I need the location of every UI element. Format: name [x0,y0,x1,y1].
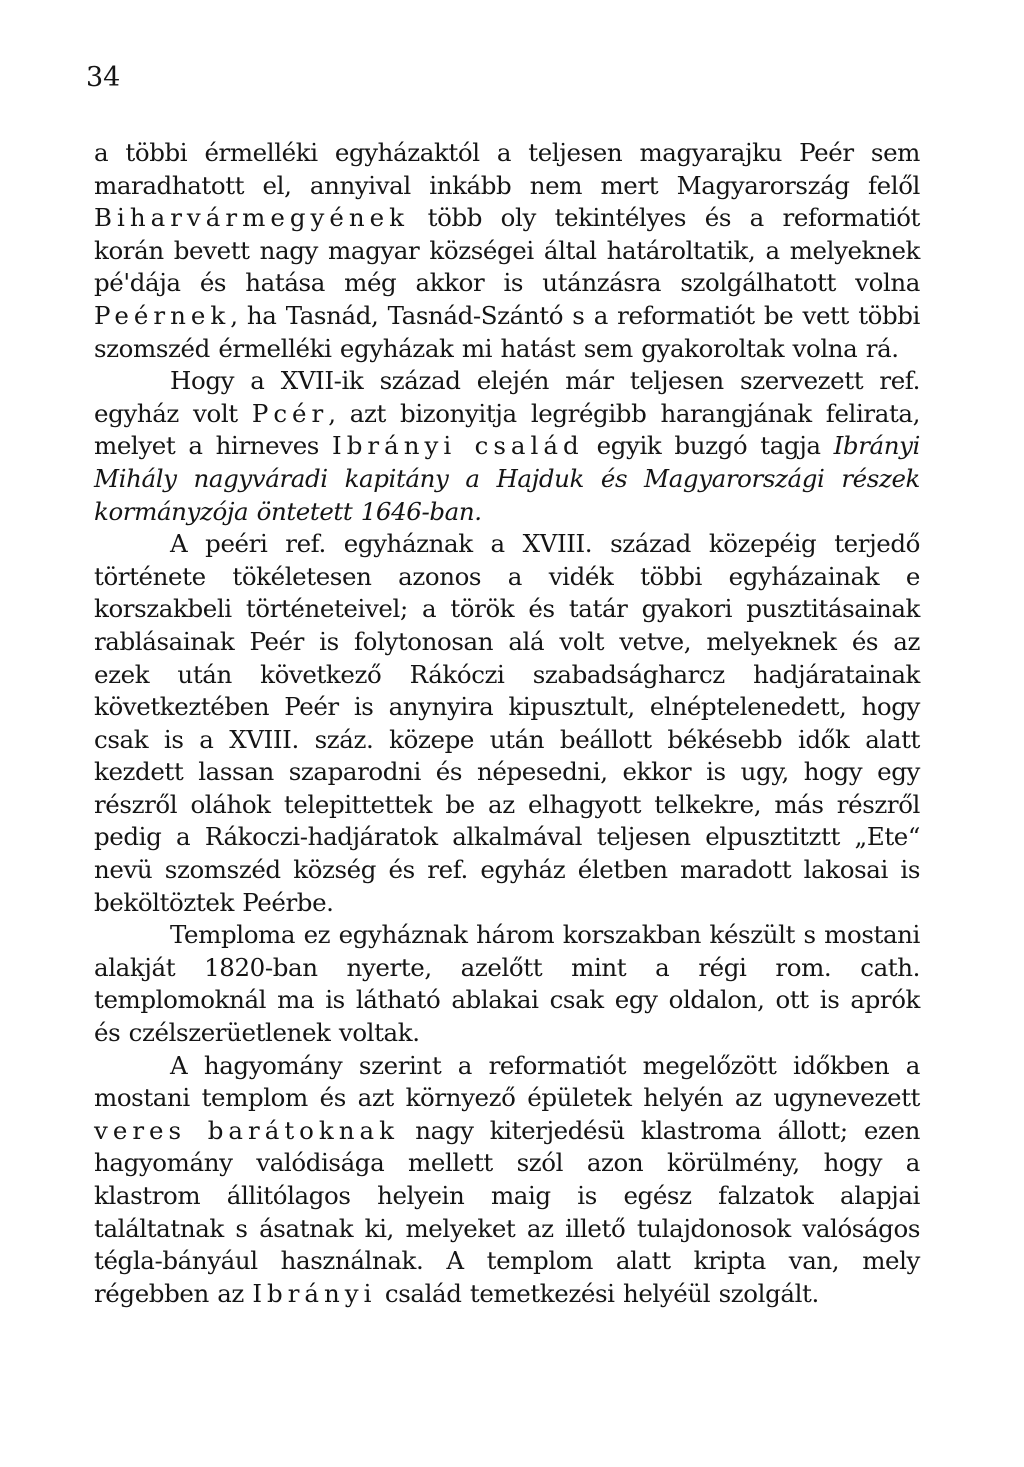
text-run: , ha Tasnád, Tasnád-Szántó s a reformatiót be vett többi szomszéd érmelléki egyházak mi hatást sem gyakoroltak volna rá. [94,300,920,363]
spaced-text-run: Peérnek [94,300,231,330]
text-run: A hagyomány szerint a reformatiót megelőzött időkben a mostani templom és azt környező épületek helyén az ugynevezett [94,1050,920,1113]
text-run: , azt bizonyitja legrégibb harangjának felirata, melyet a hirneves [94,398,920,461]
text-run: több oly tekintélyes és a reformatiót korán bevett nagy magyar községei által határoltatik, a melyeknek pé'dája és hatása még akkor is utánzásra szolgálhatott volna [94,203,920,298]
page-number: 34 [86,62,121,93]
paragraph-5 [94,1050,920,1311]
paragraph-4 [94,919,920,1049]
text-run: Hogy a XVII-ik század elején már teljesen szervezett ref. egyház volt [94,366,920,428]
text-run: nagy kiterjedésü klastroma állott; ezen hagyomány valódisága mellett szól azon körülmény, hogy a klastrom állitólagos helyein maig is egész falzatok alapjai találtatnak s ásatnak ki, melyeket az illető tulajdonosok valóságos tégla-bányául használnak. A templom alatt kripta van, mely régebben az [94,1115,920,1308]
text-run: a többi érmelléki egyházaktól a teljesen magyarajku Peér sem maradhatott el, annyival inkább nem mert Magyarország felől [94,138,920,200]
spaced-text-run: veres barátoknak [94,1115,400,1145]
paragraph-1 [94,137,920,365]
italic-text-run: Ibrányi Mihály nagyváradi kapitány a Hajduk és Magyarországi részek kormányzója öntetett 1646-ban. [94,431,920,526]
text-run: család temetkezési helyéül szolgált. [376,1278,819,1308]
spaced-text-run: Biharvármegyének [94,203,409,233]
paragraph-3 [94,528,920,919]
spaced-text-run: Pcér [251,398,329,428]
text-run: egyik buzgó tagja [583,431,834,461]
spaced-text-run: Ibrányi [252,1278,377,1308]
paragraph-2 [94,365,920,528]
text-run: A peéri ref. egyháznak a XVIII. század közepéig terjedő története tökéletesen azonos a vidék többi egyházainak e korszakbeli történeteivel; a török és tatár gyakori pusztitásainak rablásainak Peér is folytonosan alá volt vetve, melyeknek és az ezek után következő Rákóczi szabadságharcz hadjáratainak következtében Peér is anynyira kipusztult, elnéptelenedett, hogy csak is a XVIII. száz. közepe után beállott békésebb idők alatt kezdett lassan szaparodni és népesedni, ekkor is ugy, hogy egy részről oláhok telepittettek be az elhagyott telkekre, más részről pedig a Rákoczi-hadjáratok alkalmával teljesen elpusztitztt „Ete“ nevü szomszéd község és ref. egyház életben maradott lakosai is beköltöztek Peérbe. [94,529,920,917]
body-text [94,137,920,1310]
text-run: Temploma ez egyháznak három korszakban készült s mostani alakját 1820-ban nyerte, azelőtt mint a régi rom. cath. templomoknál ma is látható ablakai csak egy oldalon, ott is aprók és czélszerüetlenek voltak. [94,920,920,1048]
spaced-text-run: Ibrányi család [332,431,584,461]
